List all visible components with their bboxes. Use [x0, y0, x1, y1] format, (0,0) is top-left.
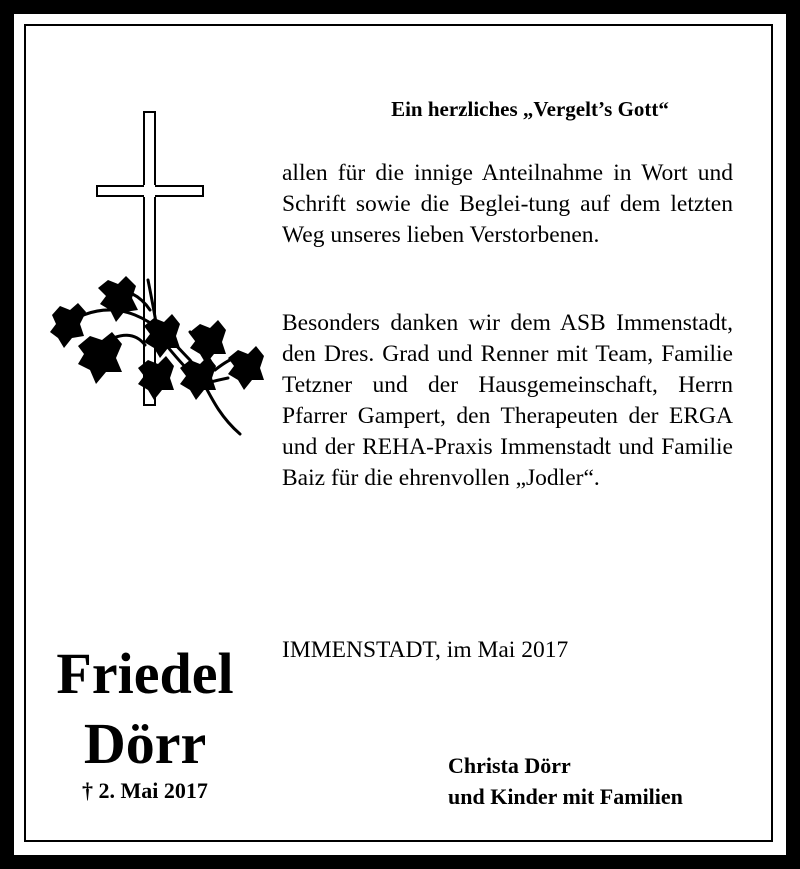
- place-and-date: IMMENSTADT, im Mai 2017: [282, 637, 569, 663]
- thanks-heading: Ein herzliches „Vergelt’s Gott“: [391, 97, 669, 121]
- thanks-paragraph-2: Besonders danken wir dem ASB Immenstadt, den Dres. Grad und Renner mit Team, Familie Tetzner und der Hausgemeinschaft, Herrn Pfarrer Gampert, den Therapeuten der ERGA und der REHA-Praxis Immenstadt und Familie Baiz für die ehrenvollen „Jodler“.: [282, 310, 733, 491]
- death-date: † 2. Mai 2017: [82, 778, 208, 803]
- thanks-paragraph-1: allen für die innige Anteilnahme in Wort und Schrift sowie die Beglei-tung auf dem letzten Weg unseres lieben Verstorbenen.: [282, 160, 733, 248]
- deceased-last-name: Dörr: [83, 711, 207, 776]
- signature-line-2: und Kinder mit Familien: [448, 784, 683, 809]
- cross-with-ivy-icon: [40, 100, 280, 445]
- signature-line-1: Christa Dörr: [448, 753, 571, 778]
- deceased-first-name: Friedel: [56, 641, 234, 706]
